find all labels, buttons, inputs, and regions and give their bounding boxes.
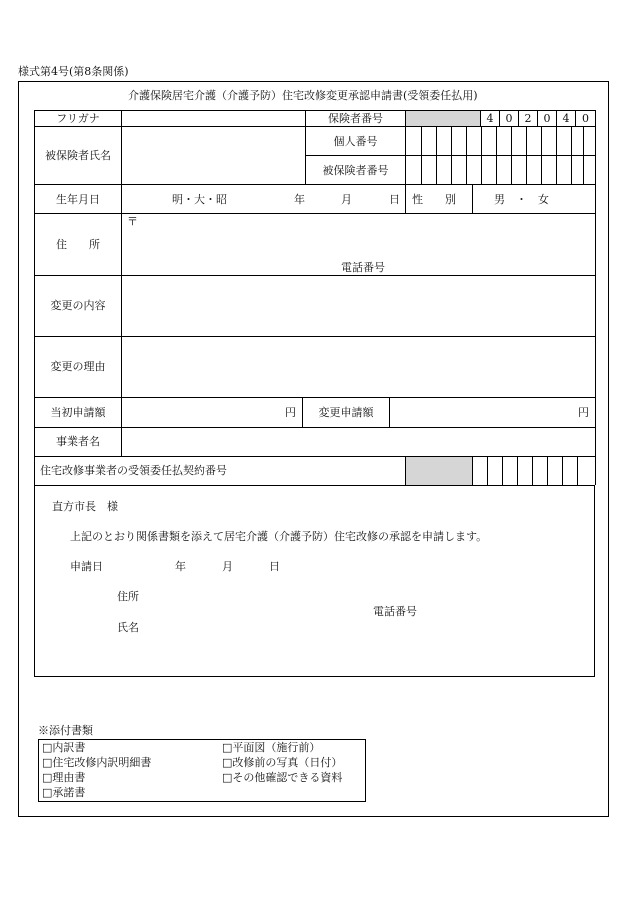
address-phone-label: 電話番号 (341, 261, 385, 274)
birth-date-label: 生年月日 (56, 193, 100, 206)
declaration-box (34, 485, 595, 677)
insurer-digit: 0 (582, 112, 589, 125)
changed-amount-yen: 円 (578, 406, 589, 419)
sex-options: 男 ・ 女 (494, 193, 549, 206)
insurer-digit: 4 (562, 112, 570, 125)
attachment-item: □内訳書 (42, 741, 86, 754)
attachment-item: □承諾書 (42, 786, 86, 799)
attachments-heading: ※添付書類 (38, 724, 93, 737)
application-date-label: 申請日 (70, 560, 103, 573)
insurer-digit: 0 (505, 112, 513, 125)
initial-amount-label: 当初申請額 (50, 406, 106, 419)
birth-year-unit: 年 (294, 193, 305, 206)
insurer-digit: 4 (486, 112, 494, 125)
changed-amount-label: 変更申請額 (318, 406, 374, 419)
applicant-name-label: 氏名 (117, 621, 139, 634)
insurer-number-shaded-cell (405, 111, 480, 126)
declaration-statement: 上記のとおり関係書類を添えて居宅介護（介護予防）住宅改修の承認を申請します。 (70, 530, 488, 543)
table-left-border (34, 110, 36, 485)
applicant-phone-label: 電話番号 (373, 605, 417, 618)
contract-number-label: 住宅改修事業者の受領委任払契約番号 (40, 464, 227, 477)
application-month-unit: 月 (222, 560, 233, 573)
table-right-border (595, 110, 597, 485)
insurer-number-label: 保険者番号 (328, 112, 383, 125)
initial-amount-yen: 円 (285, 406, 296, 419)
form-number: 様式第4号(第8条関係) (18, 65, 129, 78)
change-reason-label: 変更の理由 (50, 360, 106, 373)
addressee: 直方市長 様 (52, 500, 118, 513)
contract-number-shaded-cell (405, 456, 472, 485)
change-content-label: 変更の内容 (50, 299, 106, 312)
application-day-unit: 日 (269, 560, 280, 573)
insured-name-label: 被保険者氏名 (45, 149, 111, 162)
attachment-item: □改修前の写真（日付） (222, 756, 343, 769)
insurer-digit: 0 (543, 112, 551, 125)
insurer-digit: 2 (524, 112, 532, 125)
attachment-item: □平面図（施行前） (222, 741, 321, 754)
furigana-label: フリガナ (56, 112, 100, 125)
insured-number-label: 被保険者番号 (322, 164, 389, 177)
attachment-item: □理由書 (42, 771, 86, 784)
era-options: 明・大・昭 (172, 193, 227, 206)
attachment-item: □住宅改修内訳明細書 (42, 756, 152, 769)
application-form (18, 81, 609, 817)
form-title: 介護保険居宅介護（介護予防）住宅改修変更承認申請書(受領委任払用) (128, 89, 478, 102)
sex-label: 性 別 (412, 193, 456, 206)
application-year-unit: 年 (175, 560, 186, 573)
applicant-address-label: 住所 (117, 590, 139, 603)
birth-day-unit: 日 (389, 193, 400, 206)
personal-number-label: 個人番号 (333, 135, 378, 148)
attachment-item: □その他確認できる資料 (222, 771, 343, 784)
address-label: 住 所 (56, 238, 100, 251)
business-name-label: 事業者名 (56, 435, 100, 448)
postal-mark: 〒 (127, 215, 138, 228)
birth-month-unit: 月 (341, 193, 352, 206)
